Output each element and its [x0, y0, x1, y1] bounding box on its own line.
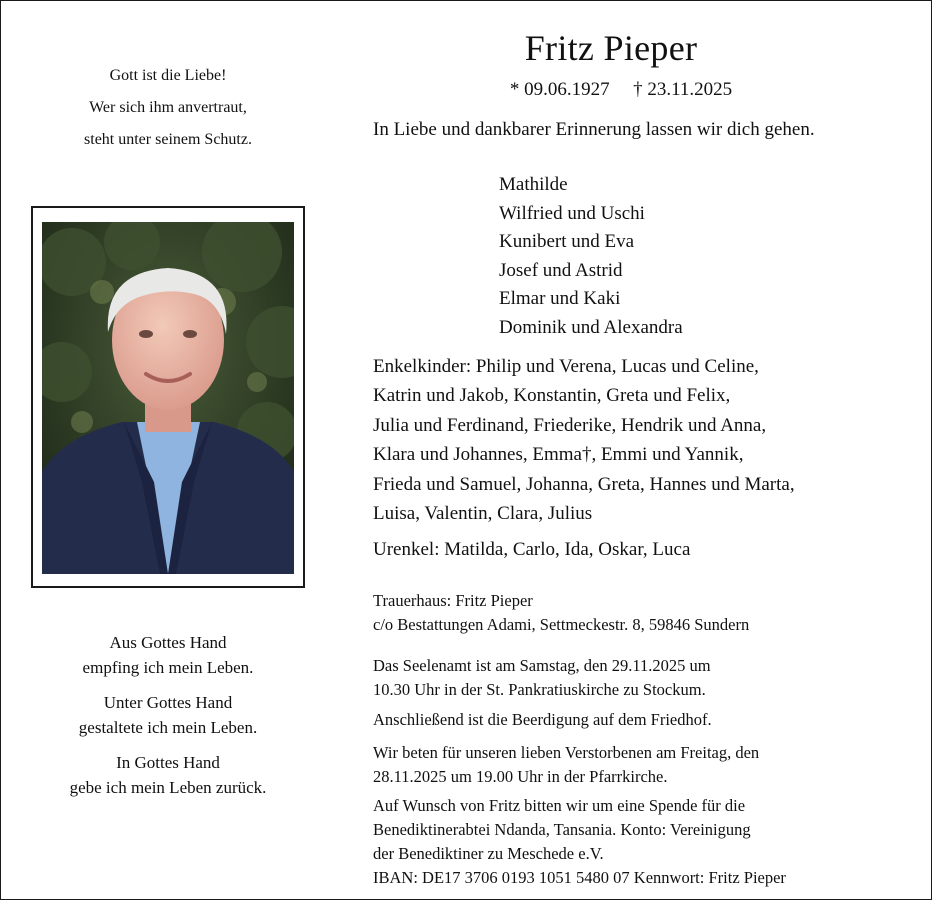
verse-line: steht unter seinem Schutz. [84, 131, 252, 148]
donation-line: der Benediktiner zu Meschede e.V. [373, 844, 604, 863]
family-member: Mathilde [499, 174, 568, 195]
prayer-line: Wir beten für unseren lieben Verstorbenen am Freitag, den [373, 743, 760, 762]
address-line: Trauerhaus: Fritz Pieper [373, 591, 533, 610]
prayer-info [373, 741, 759, 789]
requiem-line: Das Seelenamt ist am Samstag, den 29.11.2025 um [373, 656, 711, 675]
poem-stanza [33, 630, 303, 680]
poem-line: Unter Gottes Hand [103, 693, 233, 712]
family-member: Kunibert und Eva [499, 231, 635, 253]
grandchildren-line: Katrin und Jakob, Konstantin, Greta und Felix, [373, 385, 731, 407]
family-member: Elmar und Kaki [499, 288, 621, 310]
death-date: † 23.11.2025 [633, 79, 733, 100]
portrait-illustration [42, 222, 294, 574]
requiem-info [373, 654, 711, 702]
burial-line: Anschließend ist die Beerdigung auf dem Friedhof. [373, 710, 712, 729]
family-list [499, 171, 683, 343]
poem-stanza [33, 690, 303, 740]
portrait-frame [31, 206, 305, 588]
donation-line: Benediktinerabtei Ndanda, Tansania. Konto: Vereinigung [373, 820, 751, 839]
grandchildren-list [373, 352, 795, 528]
poem-line: gestaltete ich mein Leben. [78, 718, 258, 737]
donation-line: Auf Wunsch von Fritz bitten wir um eine Spende für die [373, 796, 746, 815]
family-member: Josef und Astrid [499, 259, 623, 281]
requiem-line: 10.30 Uhr in der St. Pankratiuskirche zu Stockum. [373, 680, 706, 699]
intro-text: In Liebe und dankbarer Erinnerung lassen wir dich gehen. [373, 119, 815, 140]
poem [33, 630, 303, 810]
family-member: Wilfried und Uschi [499, 202, 645, 224]
donation-line: IBAN: DE17 3706 0193 1051 5480 07 Kennwort: Fritz Pieper [373, 868, 786, 887]
bible-verse [33, 60, 303, 156]
verse-line: Wer sich ihm anvertraut, [89, 99, 247, 116]
grandchildren-line: Klara und Johannes, Emma†, Emmi und Yannik, [373, 444, 744, 466]
birth-date: * 09.06.1927 [509, 79, 610, 100]
family-member: Dominik und Alexandra [499, 316, 683, 338]
donation-info [373, 794, 786, 890]
trauerhaus-address [373, 589, 749, 637]
portrait-photo [42, 222, 294, 574]
verse-line: Gott ist die Liebe! [109, 67, 227, 84]
grandchildren-line: Julia und Ferdinand, Friederike, Hendrik und Anna, [373, 414, 767, 436]
grandchildren-line: Frieda und Samuel, Johanna, Greta, Hannes und Marta, [373, 473, 795, 495]
poem-line: empfing ich mein Leben. [82, 658, 254, 677]
poem-stanza [33, 750, 303, 800]
deceased-name: Fritz Pieper [524, 28, 698, 68]
poem-line: Aus Gottes Hand [109, 633, 227, 652]
address-line: c/o Bestattungen Adami, Settmeckestr. 8, 59846 Sundern [373, 615, 750, 634]
great-grandchildren: Urenkel: Matilda, Carlo, Ida, Oskar, Luca [373, 539, 691, 560]
poem-line: In Gottes Hand [116, 753, 220, 772]
grandchildren-line: Enkelkinder: Philip und Verena, Lucas und Celine, [373, 356, 759, 377]
grandchildren-line: Luisa, Valentin, Clara, Julius [373, 503, 593, 525]
burial-info [373, 708, 712, 732]
life-dates [461, 79, 781, 101]
poem-line: gebe ich mein Leben zurück. [69, 778, 267, 797]
prayer-line: 28.11.2025 um 19.00 Uhr in der Pfarrkirche. [373, 767, 668, 786]
